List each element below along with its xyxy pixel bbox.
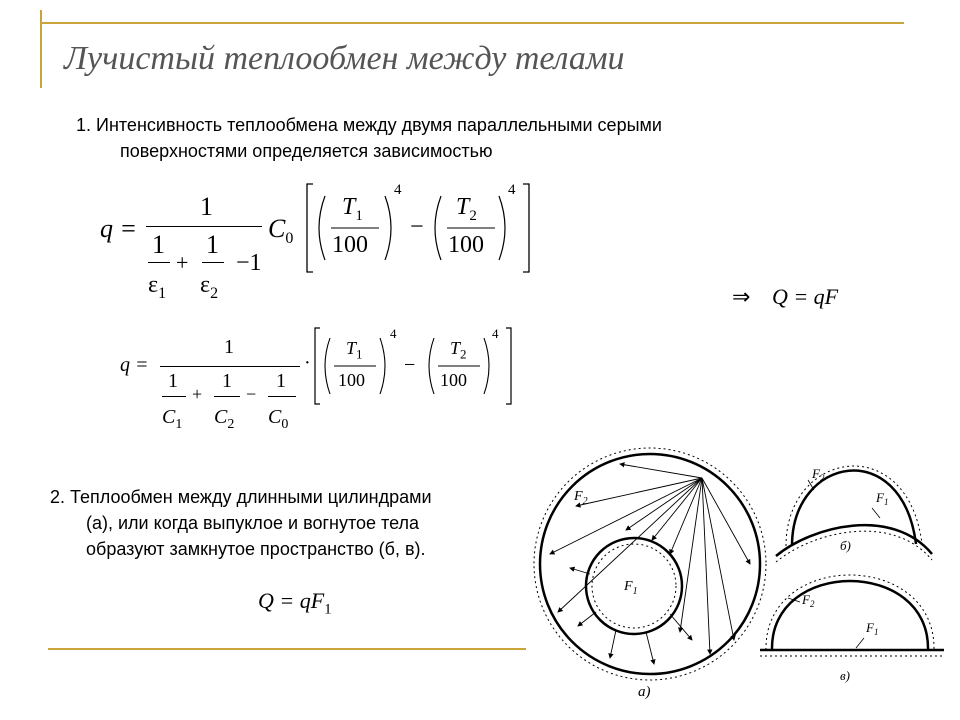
- point1-line1: 1. Интенсивность теплообмена между двумя параллельными серыми: [76, 115, 662, 135]
- f1-pow-a: 4: [394, 182, 402, 198]
- f3-text: Q = qF: [258, 588, 325, 613]
- f2-one-a: 1: [168, 370, 178, 392]
- f1-plus: +: [176, 250, 189, 275]
- f2-c2-sub: 2: [227, 417, 235, 432]
- fig-a-f2-char: F: [574, 489, 583, 504]
- f2-lhs: q =: [120, 354, 149, 376]
- f2-main-fraction-bar: [160, 366, 300, 367]
- f2-frac-bar-a: [162, 396, 186, 397]
- fig-a-caption: а): [638, 684, 651, 700]
- f1-eps2-char: ε: [200, 272, 211, 298]
- figure-a-cylinders: [530, 444, 770, 714]
- formula-2: [120, 324, 520, 440]
- f1-eps1-sub: 1: [158, 284, 167, 302]
- f2-t1-char: T: [346, 338, 357, 358]
- f1-minus: −: [410, 214, 424, 240]
- fig-c-f2-label: [801, 592, 815, 609]
- f2-minus-b: −: [404, 354, 416, 376]
- fig-a-f1-sub: 1: [632, 586, 638, 597]
- f2-c2: [214, 406, 234, 433]
- f2-one-b: 1: [222, 370, 232, 392]
- fig-b-f1-label: [875, 490, 888, 507]
- f1-frac-bar-a: [148, 262, 170, 263]
- f2-frac-bar-b: [214, 396, 240, 397]
- f1-c0: [268, 214, 293, 248]
- fig-b-f2-char: F: [812, 466, 820, 481]
- point1-line2: поверхностями определяется зависимостью: [120, 141, 493, 161]
- fig-b-caption: б): [840, 538, 851, 553]
- fig-c-caption: в): [840, 668, 850, 683]
- f2-t2: [450, 338, 467, 363]
- frame-top-line: [40, 22, 904, 24]
- f1-main-fraction-bar: [146, 226, 262, 227]
- formula-q-total: [732, 284, 838, 310]
- f1-one-a: 1: [152, 230, 165, 259]
- q-total-text: Q = qF: [771, 284, 839, 309]
- f1-minus-one: −1: [236, 250, 262, 276]
- fig-b-f2-sub: 2: [819, 473, 825, 483]
- f1-c0-sub: 0: [285, 230, 294, 248]
- f2-t1-sub: 1: [356, 346, 363, 362]
- frame-bottom-line: [48, 648, 526, 650]
- formula-3: [258, 588, 332, 618]
- f2-t2-sub: 2: [460, 346, 467, 362]
- fig-b-f1-char: F: [876, 490, 884, 505]
- f2-pow-b: 4: [492, 326, 499, 341]
- slide-title: Лучистый теплообмен между телами: [64, 40, 625, 77]
- f2-dot: ·: [304, 352, 311, 374]
- point2-line1: 2. Теплообмен между длинными цилиндрами: [50, 487, 432, 507]
- f2-c0-sub: 0: [281, 417, 289, 432]
- f2-frac-bar-c: [268, 396, 296, 397]
- figure-b-convex-concave: [772, 436, 944, 570]
- fig-a-f2-label: [573, 489, 588, 507]
- f2-one-c: 1: [276, 370, 286, 392]
- figure-c-dome-flat: [760, 568, 944, 698]
- f1-hundred-a: 100: [332, 232, 368, 258]
- f2-t1: [346, 338, 363, 363]
- f1-pow-b: 4: [508, 182, 516, 198]
- f2-minus-a: −: [246, 384, 257, 404]
- fig-c-f1-sub: 1: [873, 627, 879, 637]
- point2-line2: (а), или когда выпуклое и вогнутое тела: [86, 513, 419, 533]
- f1-t2: [456, 194, 477, 225]
- f3-sub: 1: [324, 601, 332, 618]
- f1-num: 1: [200, 192, 213, 221]
- fig-b-f1-sub: 1: [883, 497, 889, 507]
- f1-t2-sub: 2: [469, 207, 477, 224]
- fig-c-f1-label: [865, 620, 878, 637]
- f1-lhs: q =: [100, 214, 138, 243]
- f1-t2-char: T: [456, 194, 470, 220]
- fig-a-f1-label: [623, 579, 638, 597]
- fig-c-f2-sub: 2: [809, 599, 815, 609]
- f1-frac-bar-b: [202, 262, 224, 263]
- point2-line3: образуют замкнутое пространство (б, в).: [86, 539, 426, 559]
- f2-t2-char: T: [450, 338, 461, 358]
- formula-1: [96, 180, 536, 300]
- f2-num: 1: [224, 336, 234, 358]
- f1-eps2: [200, 272, 218, 303]
- f2-c1-char: C: [162, 406, 176, 428]
- f1-t1-sub: 1: [355, 207, 363, 224]
- frame-left-line: [40, 10, 42, 88]
- f2-c1-sub: 1: [175, 417, 183, 432]
- f2-c1: [162, 406, 182, 433]
- f1-c0-char: C: [268, 214, 286, 243]
- f1-eps2-sub: 2: [210, 284, 219, 302]
- f1-eps1-char: ε: [148, 272, 159, 298]
- fig-a-f1-char: F: [624, 579, 633, 594]
- f2-c2-char: C: [214, 406, 228, 428]
- f2-c0-char: C: [268, 406, 282, 428]
- f2-pow-a: 4: [390, 326, 397, 341]
- fig-a-f2-sub: 2: [582, 496, 588, 507]
- fig-b-f2-label: [811, 466, 825, 483]
- fig-c-f2-char: F: [802, 592, 810, 607]
- f1-eps1: [148, 272, 166, 303]
- f2-plus: +: [192, 384, 203, 404]
- f1-hundred-b: 100: [448, 232, 484, 258]
- f1-t1-char: T: [342, 194, 356, 220]
- f2-hundred-b: 100: [440, 370, 467, 390]
- f1-t1: [342, 194, 363, 225]
- implies-arrow: ⇒: [732, 284, 751, 309]
- f2-hundred-a: 100: [338, 370, 365, 390]
- fig-c-f1-char: F: [866, 620, 874, 635]
- f1-one-b: 1: [206, 230, 219, 259]
- f2-c0: [268, 406, 288, 433]
